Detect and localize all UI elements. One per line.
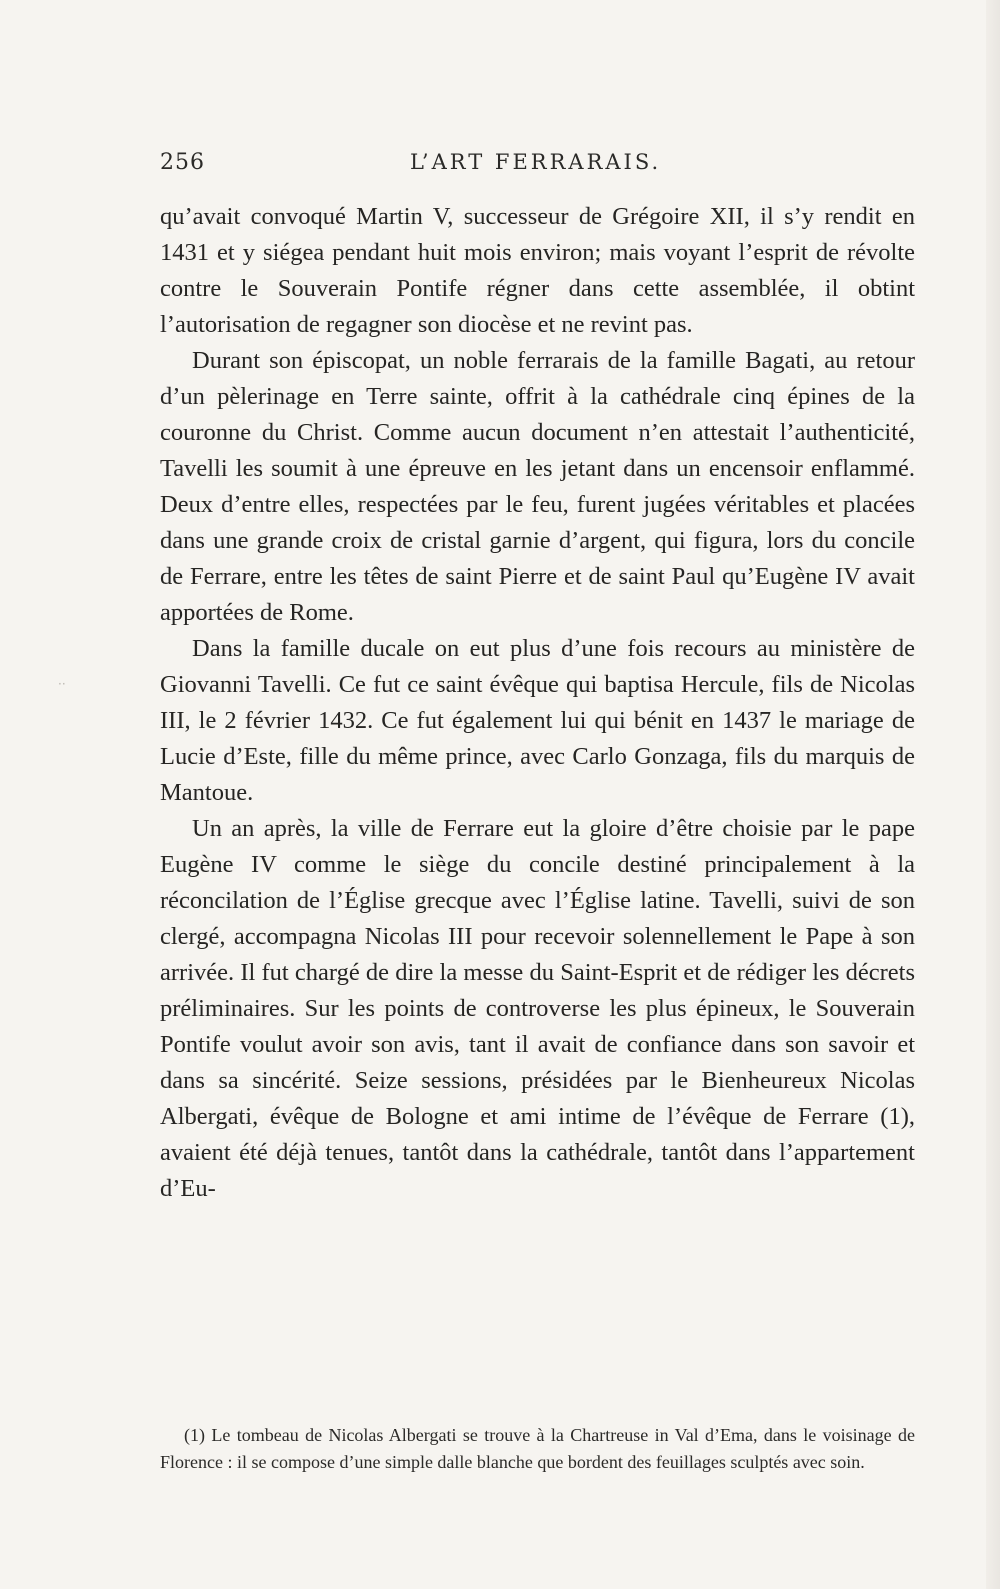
paragraph-2: Durant son épiscopat, un noble ferrarais de la famille Bagati, au retour d’un pèlerinage en Terre sainte, offrit à la cathédrale cinq épines de la couronne du Christ. Comme aucun document n’en attestait l’authenticité, Tavelli les soumit à une épreuve en les jetant dans un encensoir enflammé. Deux d’entre elles, respectées par le feu, furent jugées véritables et placées dans une grande croix de cristal garnie d’argent, qui figura, lors du concile de Ferrare, entre les têtes de saint Pierre et de saint Paul qu’Eugène IV avait apportées de Rome. [160, 347, 915, 626]
main-text [160, 199, 915, 1207]
page-header [160, 150, 915, 186]
paragraph-4: Un an après, la ville de Ferrare eut la gloire d’être choisie par le pape Eugène IV comme le siège du concile destiné principalement à la réconcilation de l’Église grecque avec l’Église latine. Tavelli, suivi de son clergé, accompagna Nicolas III pour recevoir solennellement le Pape à son arrivée. Il fut chargé de dire la messe du Saint-Esprit et de rédiger les décrets préliminaires. Sur les points de controverse les plus épineux, le Souverain Pontife voulut avoir son avis, tant il avait de confiance dans son savoir et dans sa sincérité. Seize sessions, présidées par le Bienheureux Nicolas Albergati, évêque de Bologne et ami intime de l’évêque de Ferrare (1), avaient été déjà tenues, tantôt dans la cathédrale, tantôt dans l’appartement d’Eu- [160, 815, 915, 1202]
page-edge-shadow [986, 0, 1000, 1589]
footnote: (1) Le tombeau de Nicolas Albergati se trouve à la Chartreuse in Val d’Ema, dans le voisinage de Florence : il se compose d’une simple dalle blanche que bordent des feuillages sculptés avec soin. [160, 1425, 915, 1472]
running-title: L’ART FERRARAIS. [410, 150, 662, 174]
paragraph-3: Dans la famille ducale on eut plus d’une fois recours au ministère de Giovanni Tavelli. Ce fut ce saint évêque qui baptisa Hercule, fils de Nicolas III, le 2 février 1432. Ce fut également lui qui bénit en 1437 le mariage de Lucie d’Este, fille du même prince, avec Carlo Gonzaga, fils du marquis de Mantoue. [160, 635, 915, 806]
paragraph-1: qu’avait convoqué Martin V, successeur de Grégoire XII, il s’y rendit en 1431 et y siégea pendant huit mois environ; mais voyant l’esprit de révolte contre le Souverain Pontife régner dans cette assemblée, il obtint l’autorisation de regagner son diocèse et ne revint pas. [160, 203, 915, 338]
margin-bleed-mark: ·· [58, 677, 66, 691]
page-number: 256 [160, 150, 205, 175]
